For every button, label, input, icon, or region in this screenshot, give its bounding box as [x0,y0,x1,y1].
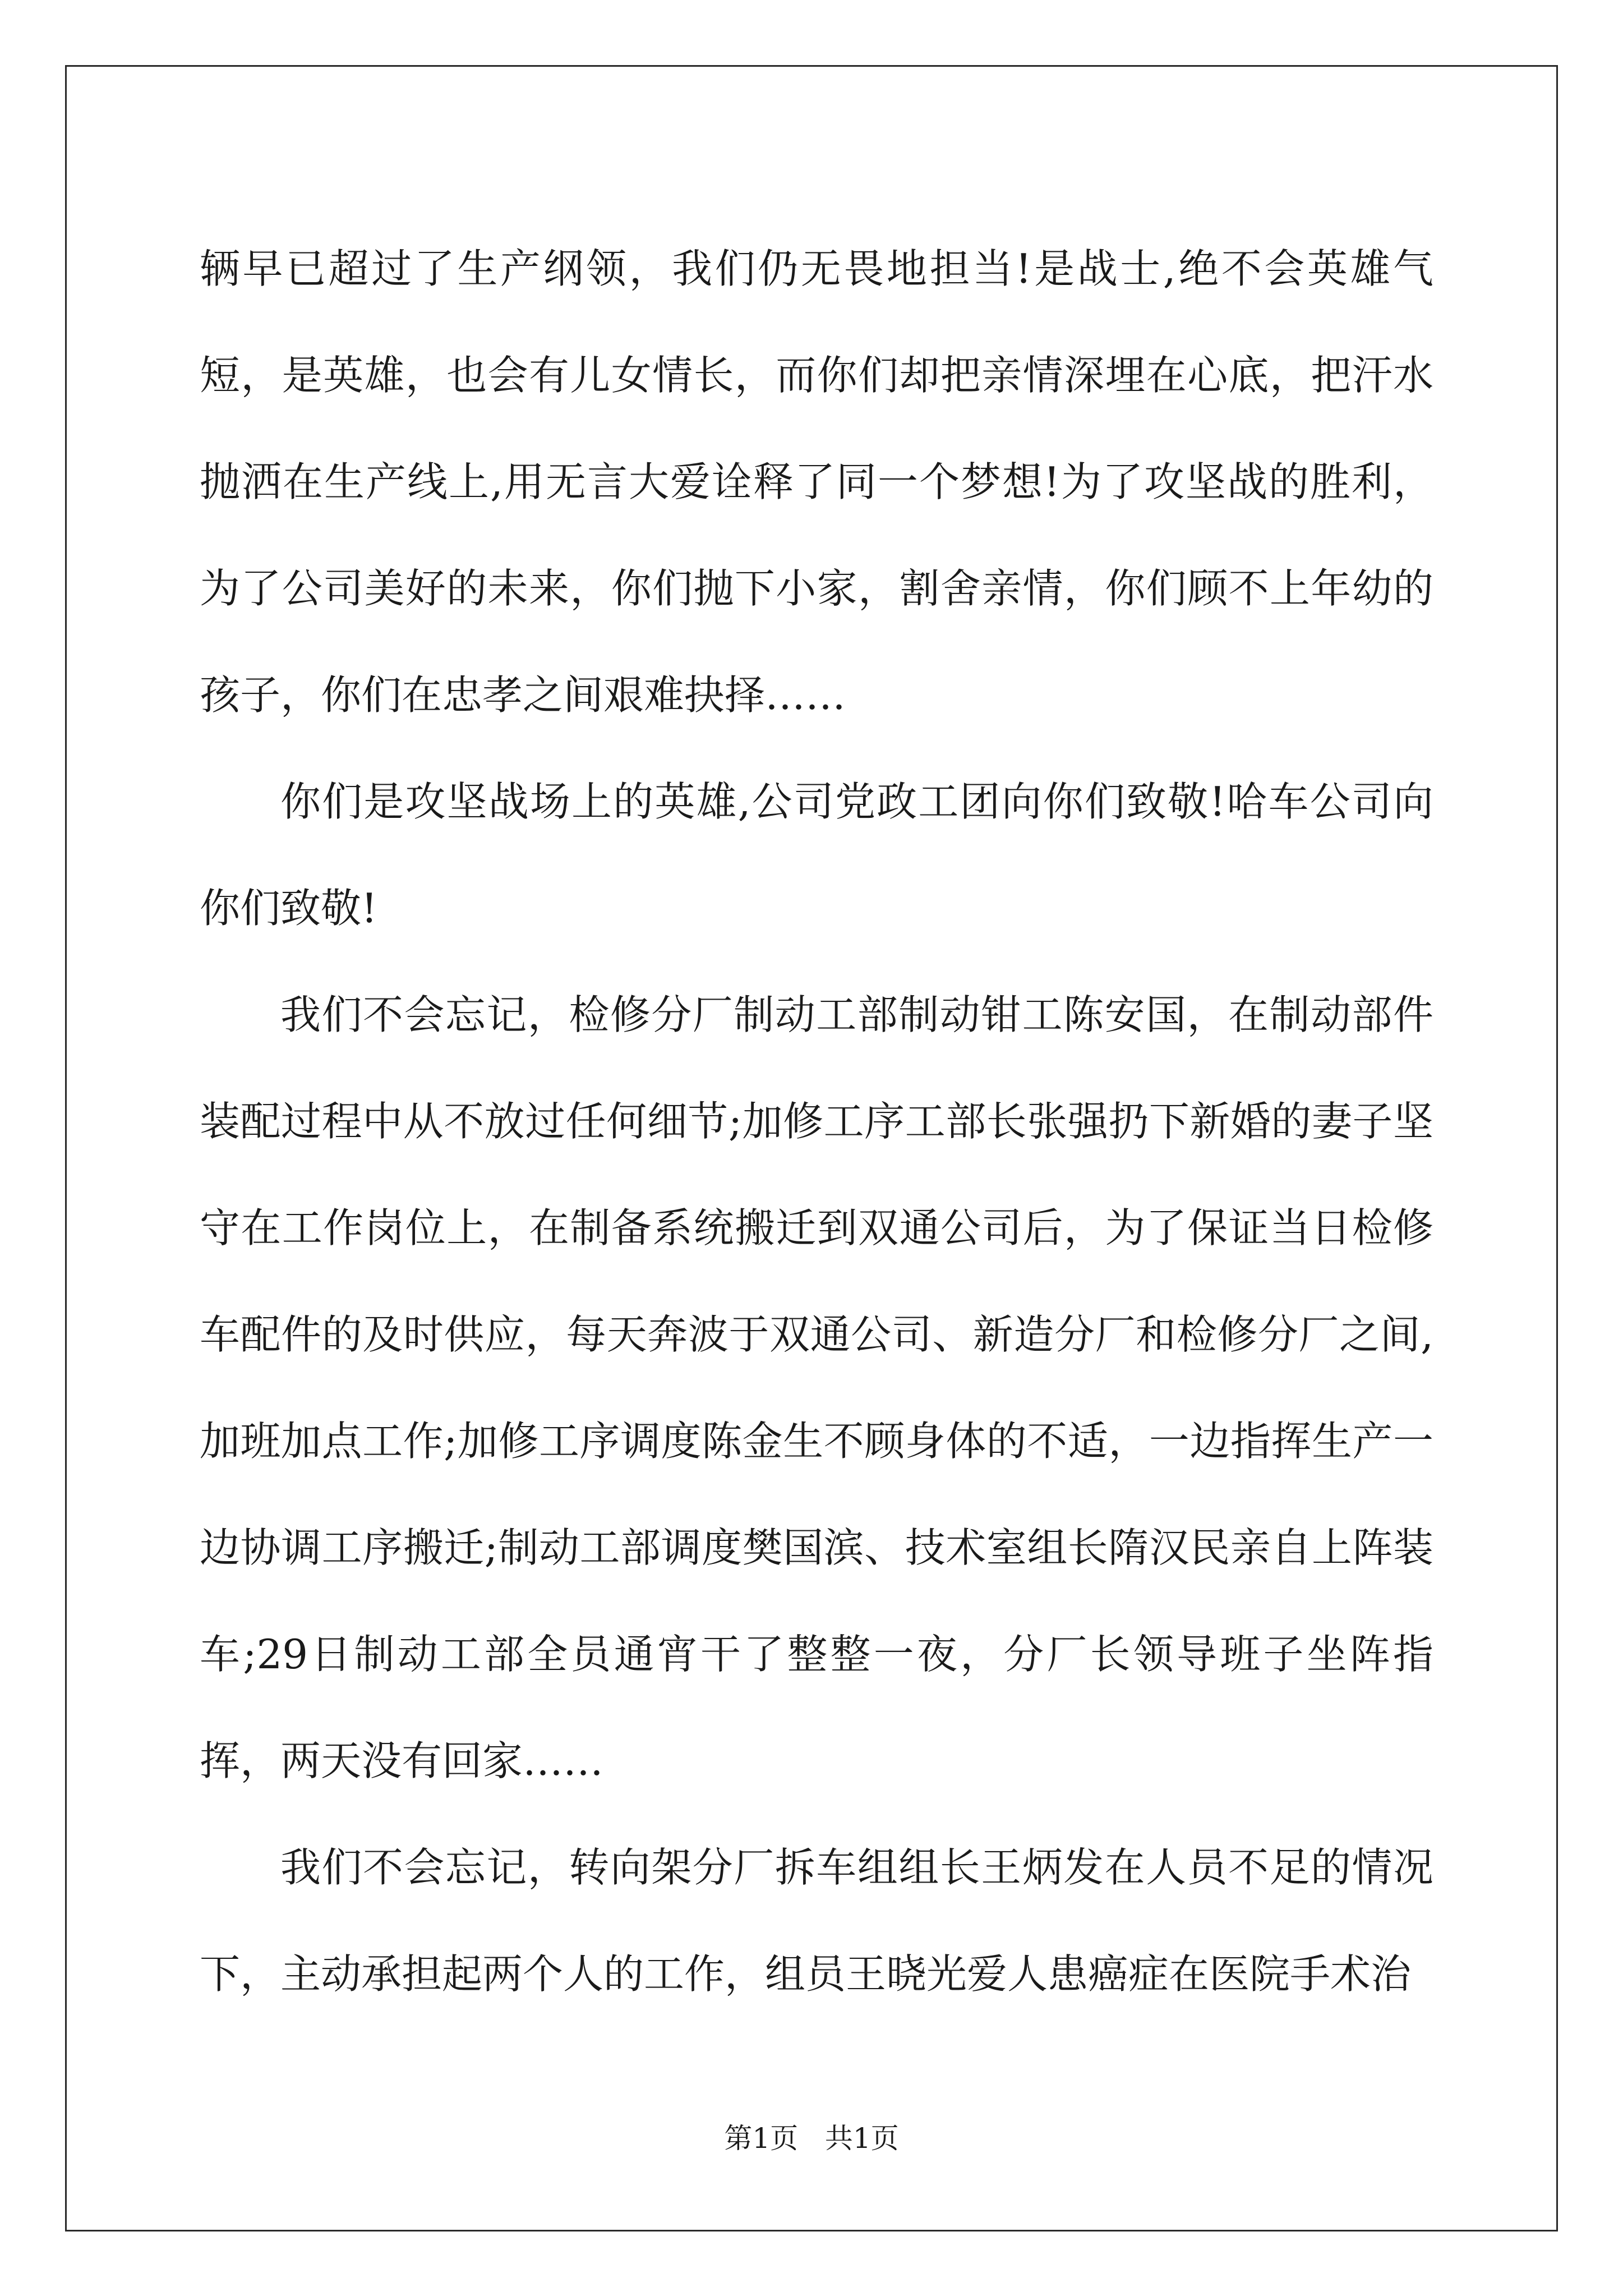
paragraph-1: 辆早已超过了生产纲领，我们仍无畏地担当!是战士,绝不会英雄气短，是英雄，也会有儿女情长，而你们却把亲情深埋在心底，把汗水抛洒在生产线上,用无言大爱诠释了同一个梦想!为了攻坚战的胜利，为了公司美好的未来，你们抛下小家，割舍亲情，你们顾不上年幼的孩子，你们在忠孝之间艰难抉择…… [200,245,1433,719]
page-footer [0,2116,1623,2156]
paragraph-3: 我们不会忘记，检修分厂制动工部制动钳工陈安国，在制动部件装配过程中从不放过任何细节;加修工序工部长张强扔下新婚的妻子坚守在工作岗位上，在制备系统搬迁到双通公司后，为了保证当日检修车配件的及时供应，每天奔波于双通公司、新造分厂和检修分厂之间,加班加点工作;加修工序调度陈金生不顾身体的不适，一边指挥生产一边协调工序搬迁;制动工部调度樊国滨、技术室组长隋汉民亲自上阵装车;29日制动工部全员通宵干了整整一夜，分厂长领导班子坐阵指挥，两天没有回家…… [200,991,1433,1784]
paragraph-4: 我们不会忘记，转向架分厂拆车组组长王炳发在人员不足的情况下，主动承担起两个人的工作，组员王晓光爱人患癌症在医院手术治 [200,1844,1433,1998]
page-total: 共1页 [824,2122,899,2155]
paragraph-2: 你们是攻坚战场上的英雄,公司党政工团向你们致敬!哈车公司向你们致敬! [200,778,1433,932]
page-number: 第1页 [724,2122,799,2155]
document-body [200,215,1433,2027]
